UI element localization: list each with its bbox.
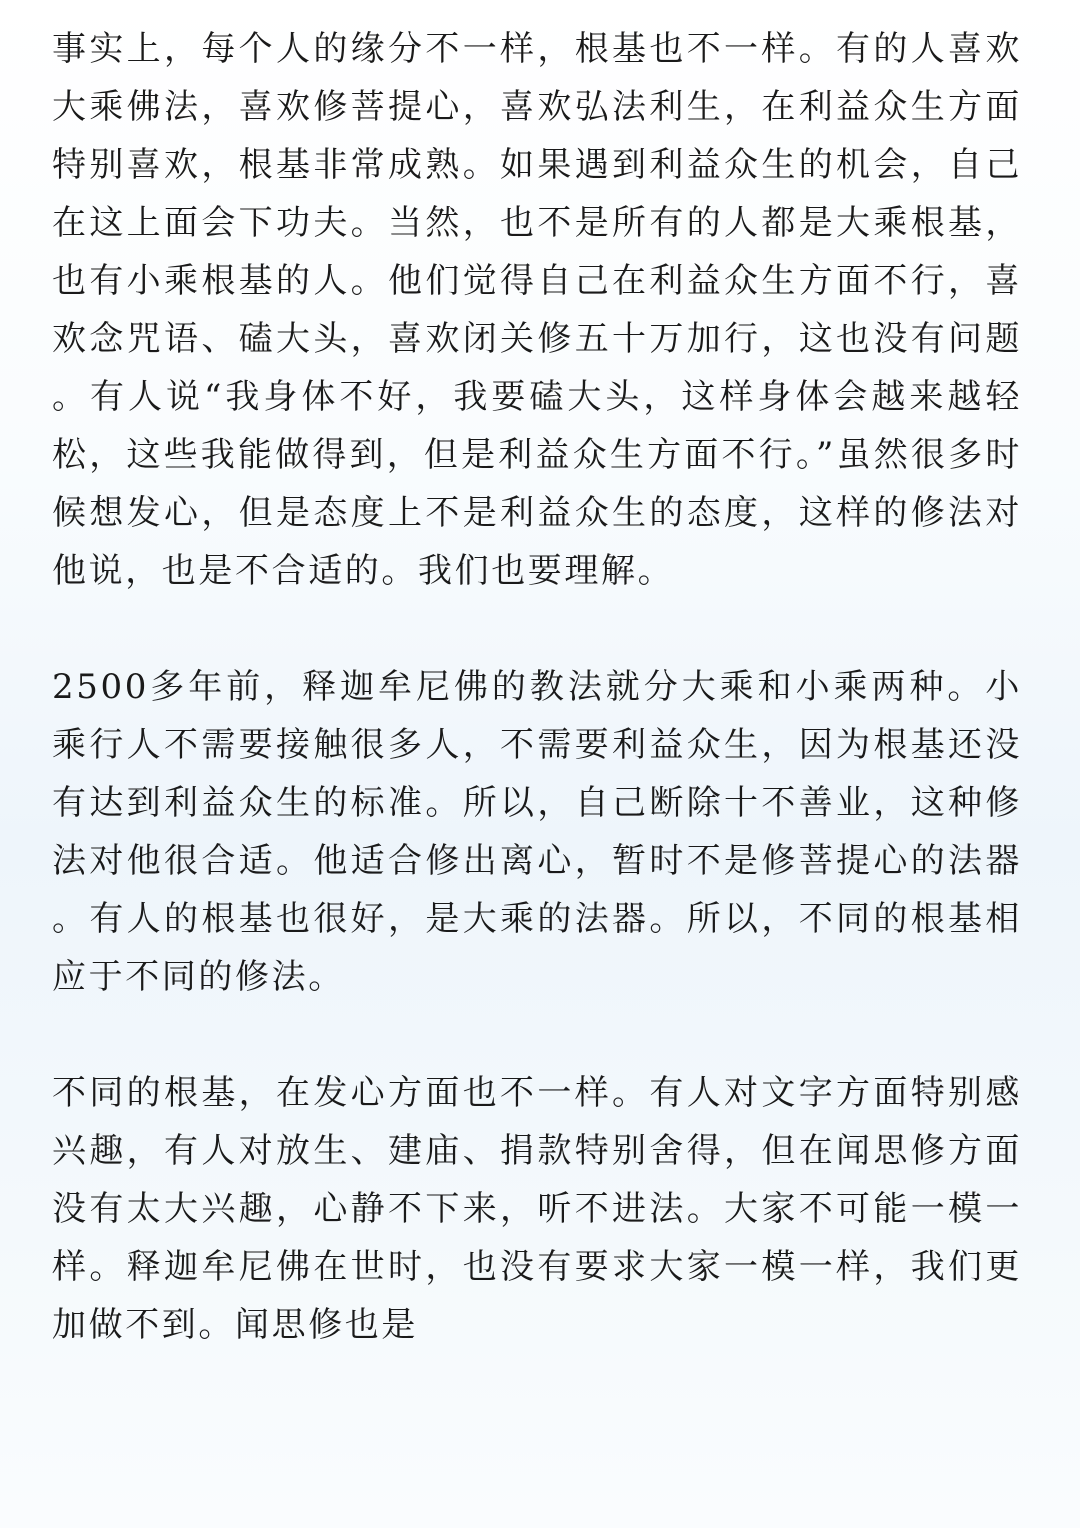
article-paragraph-1: 事实上，每个人的缘分不一样，根基也不一样。有的人喜欢大乘佛法，喜欢修菩提心，喜欢弘法利生，在利益众生方面特别喜欢，根基非常成熟。如果遇到利益众生的机会，自己在这上面会下功夫。当然，也不是所有的人都是大乘根基，也有小乘根基的人。他们觉得自己在利益众生方面不行，喜欢念咒语、磕大头，喜欢闭关修五十万加行，这也没有问题。有人说“我身体不好，我要磕大头，这样身体会越来越轻松，这些我能做得到，但是利益众生方面不行。”虽然很多时候想发心，但是态度上不是利益众生的态度，这样的修法对他说，也是不合适的。我们也要理解。 xyxy=(52,29,1022,591)
article-body xyxy=(52,20,1022,1354)
article-paragraph-3: 不同的根基，在发心方面也不一样。有人对文字方面特别感兴趣，有人对放生、建庙、捐款特别舍得，但在闻思修方面没有太大兴趣，心静不下来，听不进法。大家不可能一模一样。释迦牟尼佛在世时，也没有要求大家一模一样，我们更加做不到。闻思修也是 xyxy=(52,1073,1022,1345)
article-paragraph-2: 2500多年前，释迦牟尼佛的教法就分大乘和小乘两种。小乘行人不需要接触很多人，不需要利益众生，因为根基还没有达到利益众生的标准。所以，自己断除十不善业，这种修法对他很合适。他适合修出离心，暂时不是修菩提心的法器。有人的根基也很好，是大乘的法器。所以，不同的根基相应于不同的修法。 xyxy=(52,667,1022,997)
